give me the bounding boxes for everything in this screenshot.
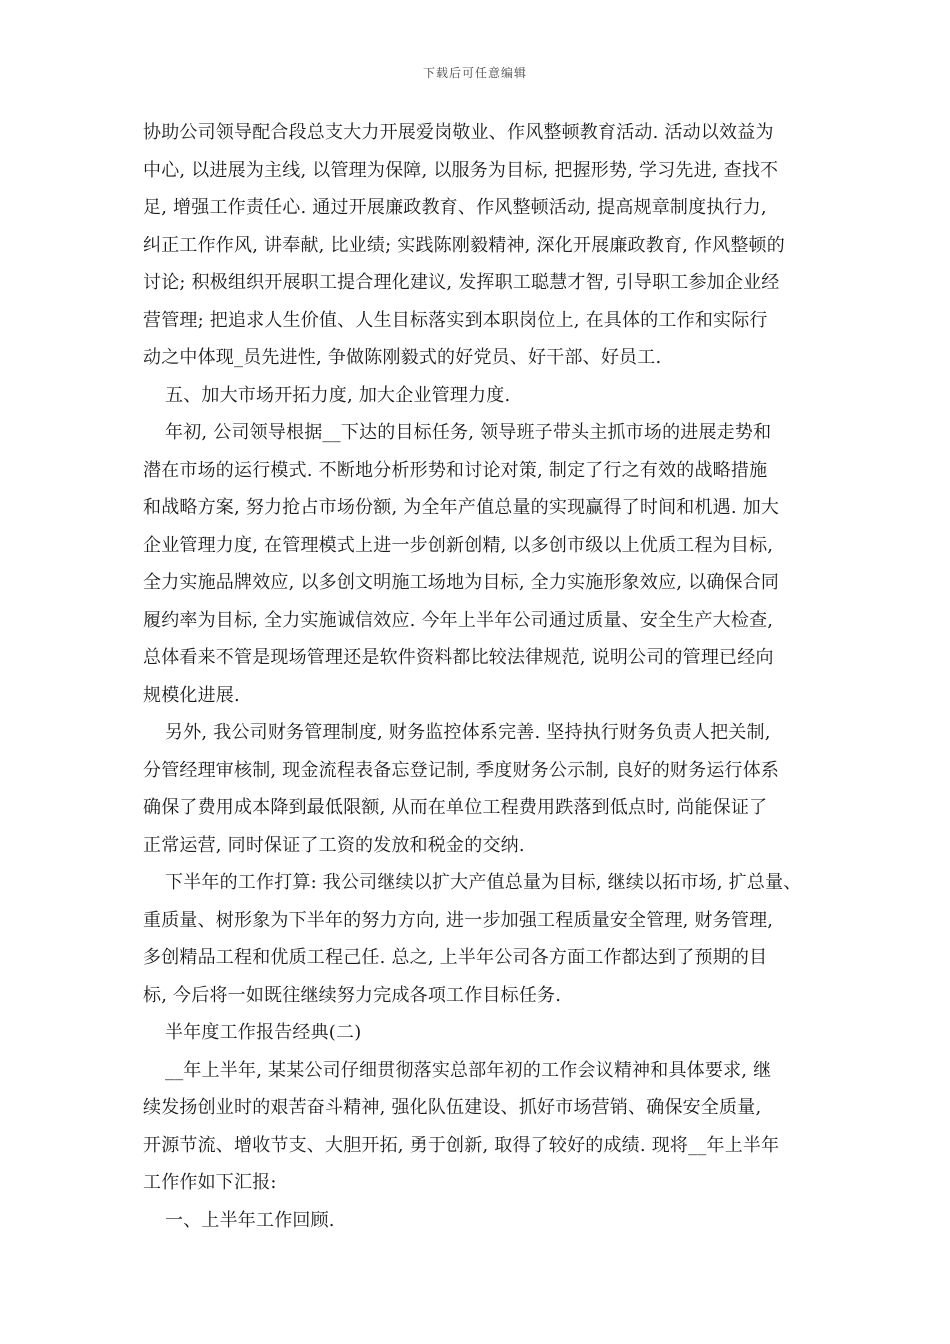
text-line: 讨论; 积极组织开展职工提合理化建议, 发挥职工聪慧才智, 引导职工参加企业经 bbox=[143, 272, 780, 293]
text-line: 半年度工作报告经典(二) bbox=[165, 1022, 362, 1043]
text-line: 潜在市场的运行模式. 不断地分析形势和讨论对策, 制定了行之有效的战略措施 bbox=[143, 459, 768, 481]
text-line: 标, 今后将一如既往继续努力完成各项工作目标任务. bbox=[143, 984, 562, 1006]
text-line: 营管理; 把追求人生价值、人生目标落实到本职岗位上, 在具体的工作和实际行 bbox=[143, 309, 768, 331]
text-line: 企业管理力度, 在管理模式上进一步创新创精, 以多创市级以上优质工程为目标, bbox=[143, 534, 774, 556]
text-line: 确保了费用成本降到最低限额, 从而在单位工程费用跌落到低点时, 尚能保证了 bbox=[143, 797, 768, 818]
text-line: 协助公司领导配合段总支大力开展爱岗敬业、作风整顿教育活动. 活动以效益为 bbox=[143, 122, 774, 143]
text-line: __年上半年, 某某公司仔细贯彻落实总部年初的工作会议精神和具体要求, 继 bbox=[165, 1059, 772, 1081]
text-line: 开源节流、增收节支、大胆开拓, 勇于创新, 取得了较好的成绩. 现将__年上半年 bbox=[143, 1134, 780, 1156]
text-line: 动之中体现_员先进性, 争做陈刚毅式的好党员、好干部、好员工. bbox=[143, 347, 662, 368]
text-line: 和战略方案, 努力抢占市场份额, 为全年产值总量的实现赢得了时间和机遇. 加大 bbox=[143, 497, 780, 518]
text-line: 足, 增强工作责任心. 通过开展廉政教育、作风整顿活动, 提高规章制度执行力, bbox=[143, 197, 767, 218]
document-body bbox=[143, 114, 828, 1239]
text-line: 正常运营, 同时保证了工资的发放和税金的交纳. bbox=[143, 834, 525, 856]
text-line: 总体看来不管是现场管理还是软件资料都比较法律规范, 说明公司的管理已经向 bbox=[143, 647, 774, 668]
text-line: 年初, 公司领导根据__下达的目标任务, 领导班子带头主抓市场的进展走势和 bbox=[165, 422, 772, 443]
text-line: 中心, 以进展为主线, 以管理为保障, 以服务为目标, 把握形势, 学习先进, 查找不 bbox=[143, 159, 779, 181]
text-line: 五、加大市场开拓力度, 加大企业管理力度. bbox=[165, 384, 511, 406]
page-header: 下载后可任意编辑 bbox=[422, 66, 527, 80]
text-line: 规模化进展. bbox=[143, 684, 240, 706]
text-line: 全力实施品牌效应, 以多创文明施工场地为目标, 全力实施形象效应, 以确保合同 bbox=[143, 572, 780, 593]
text-line: 一、上半年工作回顾. bbox=[165, 1209, 335, 1231]
text-line: 履约率为目标, 全力实施诚信效应. 今年上半年公司通过质量、安全生产大检查, bbox=[143, 609, 774, 631]
text-line: 另外, 我公司财务管理制度, 财务监控体系完善. 坚持执行财务负责人把关制, bbox=[165, 722, 771, 743]
text-line: 纠正工作作风, 讲奉献, 比业绩; 实践陈刚毅精神, 深化开展廉政教育, 作风整顿的 bbox=[143, 234, 785, 256]
text-line: 重质量、树形象为下半年的努力方向, 进一步加强工程质量安全管理, 财务管理, bbox=[143, 909, 774, 931]
text-line: 分管经理审核制, 现金流程表备忘登记制, 季度财务公示制, 良好的财务运行体系 bbox=[143, 759, 780, 781]
text-line: 多创精品工程和优质工程己任. 总之, 上半年公司各方面工作都达到了预期的目 bbox=[143, 947, 768, 968]
text-line: 续发扬创业时的艰苦奋斗精神, 强化队伍建设、抓好市场营销、确保安全质量, bbox=[143, 1097, 762, 1118]
text-line: 下半年的工作打算: 我公司继续以扩大产值总量为目标, 继续以拓市场, 扩总量、 bbox=[165, 872, 802, 893]
text-line: 工作作如下汇报: bbox=[143, 1172, 277, 1193]
